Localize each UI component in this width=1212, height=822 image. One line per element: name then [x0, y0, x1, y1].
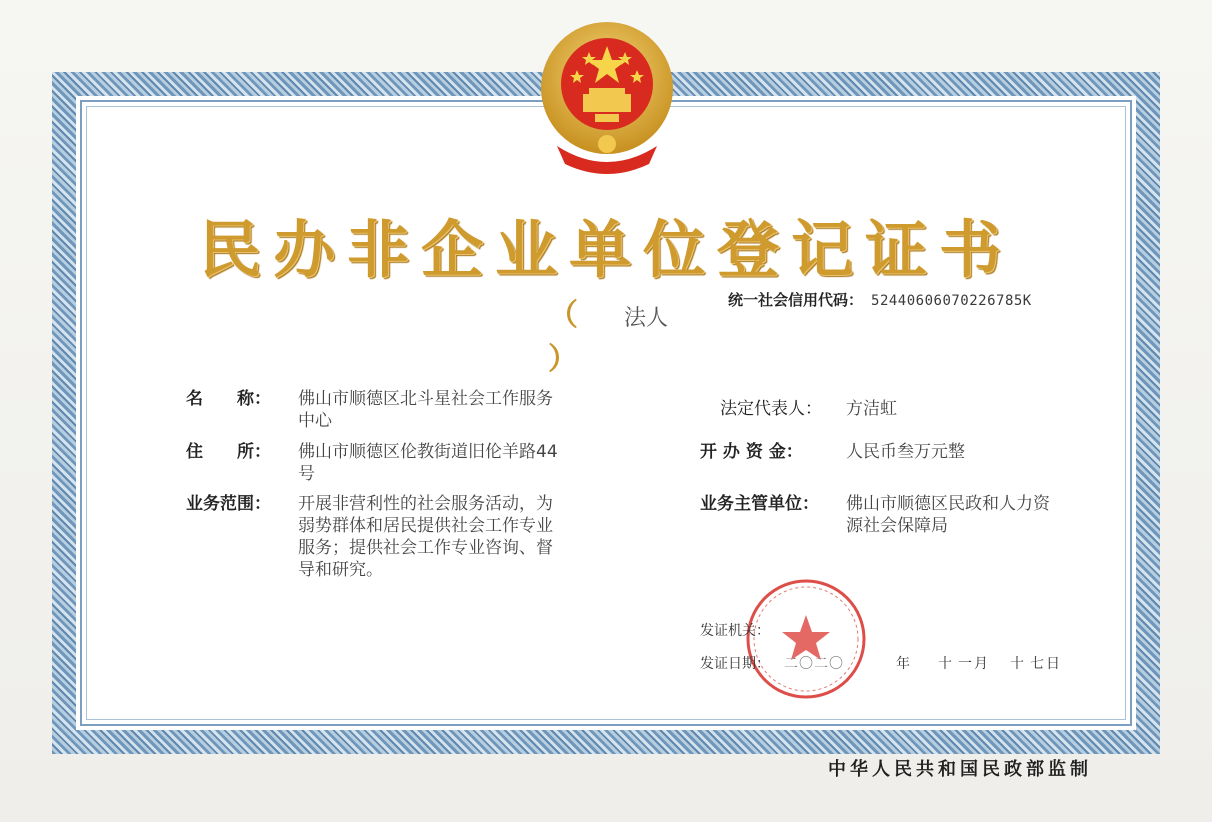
- address-value: [298, 441, 558, 485]
- national-emblem-icon: [537, 18, 677, 176]
- address-label: 住 所：: [186, 442, 271, 462]
- scope-line-2: 弱势群体和居民提供社会工作专业: [298, 516, 553, 536]
- scope-value: [298, 493, 553, 581]
- capital-field: [700, 441, 1120, 465]
- name-line-2: 中心: [298, 411, 332, 431]
- name-line-1: 佛山市顺德区北斗星社会工作服务: [298, 389, 553, 409]
- issue-date-row: [700, 653, 1080, 673]
- credit-code-row: [728, 289, 1032, 310]
- name-field: [186, 388, 626, 434]
- scope-line-3: 服务；提供社会工作专业咨询、督: [298, 538, 553, 558]
- date-year-unit: 年: [896, 656, 910, 672]
- capital-value: 人民币叁万元整: [846, 442, 965, 462]
- representative-field: [720, 398, 1120, 422]
- name-label: 名 称：: [186, 389, 271, 409]
- address-line-1: 佛山市顺德区伦教街道旧伦羊路44: [298, 442, 558, 462]
- credit-code-value: 52440606070226785K: [871, 293, 1032, 309]
- legal-type-row: [548, 290, 708, 378]
- date-label: 发证日期：: [700, 656, 770, 672]
- address-field: [186, 441, 626, 487]
- address-line-2: 号: [298, 464, 315, 484]
- supervisor-line-1: 佛山市顺德区民政和人力资: [846, 494, 1050, 514]
- legal-type-value: 法人: [624, 306, 669, 331]
- scope-label: 业务范围：: [186, 494, 271, 514]
- supervision-footer: 中华人民共和国民政部监制: [828, 759, 1092, 780]
- scope-line-1: 开展非营利性的社会服务活动，为: [298, 494, 553, 514]
- paren-close: ）: [548, 342, 578, 377]
- supervisor-line-2: 源社会保障局: [846, 516, 948, 536]
- date-month: 十一: [938, 656, 978, 672]
- capital-label: 开 办 资 金：: [700, 442, 803, 462]
- certificate-title: 民办非企业单位登记证书: [198, 213, 1013, 286]
- date-day: 十七: [1010, 656, 1050, 672]
- scope-field: [186, 493, 626, 583]
- name-value: [298, 388, 553, 432]
- paren-open: （: [548, 298, 578, 333]
- supervisor-value: [846, 493, 1050, 537]
- date-month-unit: 月: [974, 656, 988, 672]
- supervisor-field: [700, 493, 1120, 539]
- date-year: 二〇二〇: [784, 656, 844, 672]
- credit-code-label: 统一社会信用代码：: [728, 291, 864, 309]
- representative-label: 法定代表人：: [720, 399, 822, 419]
- issuing-authority-row: [700, 620, 770, 640]
- date-day-unit: 日: [1046, 656, 1060, 672]
- supervisor-label: 业务主管单位：: [700, 494, 819, 514]
- authority-label: 发证机关：: [700, 623, 770, 639]
- scope-line-4: 导和研究。: [298, 560, 383, 580]
- representative-value: 方洁虹: [846, 399, 897, 419]
